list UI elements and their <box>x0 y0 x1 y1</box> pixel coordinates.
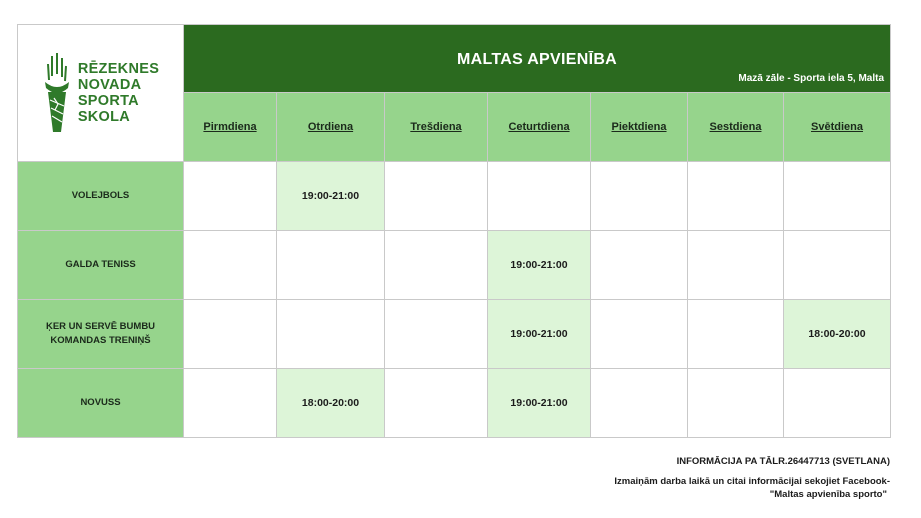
empty-slot <box>591 369 688 438</box>
page-title: MALTAS APVIENĪBA <box>456 51 618 68</box>
empty-slot <box>385 231 488 300</box>
logo-text <box>78 61 159 125</box>
day-header: Svētdiena <box>784 93 891 162</box>
time-slot: 18:00-20:00 <box>784 300 891 369</box>
activity-label: NOVUSS <box>18 369 184 438</box>
torch-icon <box>42 52 72 134</box>
empty-slot <box>784 231 891 300</box>
logo-line: RĒZEKNES <box>77 61 160 77</box>
empty-slot <box>184 231 277 300</box>
empty-slot <box>688 369 784 438</box>
table-row <box>18 369 891 438</box>
empty-slot <box>688 231 784 300</box>
activity-label: GALDA TENISS <box>18 231 184 300</box>
empty-slot <box>591 300 688 369</box>
day-header: Ceturtdiena <box>488 93 591 162</box>
logo-cell <box>18 25 184 162</box>
schedule-table <box>17 24 891 438</box>
empty-slot <box>784 369 891 438</box>
day-header: Piektdiena <box>591 93 688 162</box>
time-slot: 19:00-21:00 <box>488 300 591 369</box>
table-row <box>18 300 891 369</box>
activity-label: ĶER UN SERVĒ BUMBU KOMANDAS TRENIŅŠ <box>18 300 184 369</box>
time-slot: 19:00-21:00 <box>488 231 591 300</box>
empty-slot <box>385 369 488 438</box>
empty-slot <box>688 162 784 231</box>
empty-slot <box>277 300 385 369</box>
day-header: Trešdiena <box>385 93 488 162</box>
empty-slot <box>184 300 277 369</box>
contact-info: INFORMĀCIJA PA TĀLR.26447713 (SVETLANA) <box>676 456 890 467</box>
empty-slot <box>688 300 784 369</box>
location-text: Mazā zāle - Sporta iela 5, Malta <box>738 73 885 84</box>
empty-slot <box>488 162 591 231</box>
time-slot: 19:00-21:00 <box>277 162 385 231</box>
table-row <box>18 231 891 300</box>
facebook-note <box>614 475 890 501</box>
day-header: Pirmdiena <box>184 93 277 162</box>
school-logo <box>18 52 183 134</box>
empty-slot <box>591 231 688 300</box>
empty-slot <box>784 162 891 231</box>
header-banner <box>184 25 891 93</box>
empty-slot <box>184 162 277 231</box>
logo-line: SPORTA <box>77 93 139 109</box>
time-slot: 19:00-21:00 <box>488 369 591 438</box>
time-slot: 18:00-20:00 <box>277 369 385 438</box>
empty-slot <box>184 369 277 438</box>
empty-slot <box>591 162 688 231</box>
activity-label: VOLEJBOLS <box>18 162 184 231</box>
logo-line: NOVADA <box>77 77 142 93</box>
empty-slot <box>385 162 488 231</box>
day-header: Sestdiena <box>688 93 784 162</box>
facebook-note-line2: "Maltas apvienība sporto" <box>769 489 887 500</box>
empty-slot <box>277 231 385 300</box>
table-row <box>18 162 891 231</box>
logo-line: SKOLA <box>77 109 131 125</box>
empty-slot <box>385 300 488 369</box>
facebook-note-line1: Izmaiņām darba laikā un citai informācijai sekojiet Facebook- <box>614 476 890 487</box>
day-header: Otrdiena <box>277 93 385 162</box>
